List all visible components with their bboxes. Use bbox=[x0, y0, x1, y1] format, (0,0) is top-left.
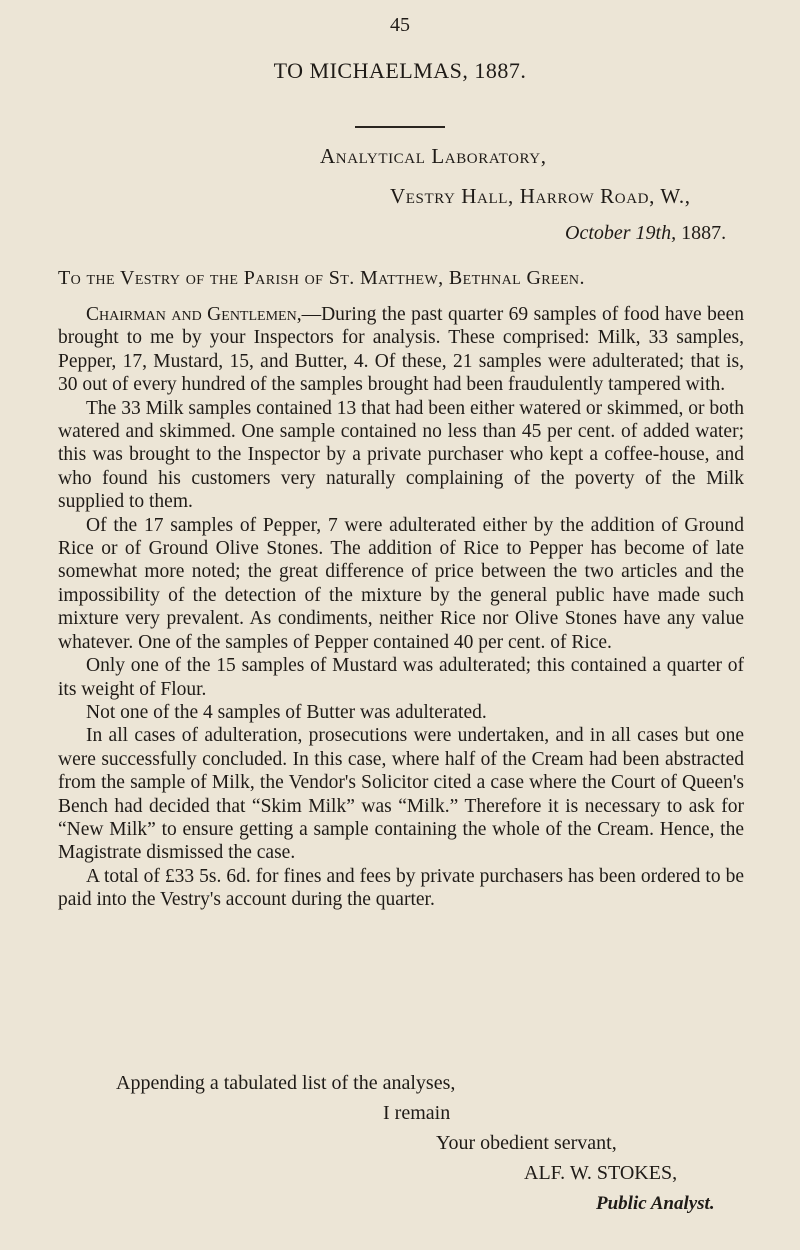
signatory-role: Public Analyst. bbox=[596, 1193, 715, 1214]
signature: ALF. W. STOKES, bbox=[524, 1162, 678, 1184]
paragraph-4: Only one of the 15 samples of Mustard was adulterated; this contained a quarter of its weight of Flour. bbox=[58, 655, 744, 700]
addressee: To the Vestry of the Parish of St. Matthew, Bethnal Green. bbox=[58, 267, 585, 289]
letterhead-address: Vestry Hall, Harrow Road, W., bbox=[390, 184, 691, 208]
letter-date-year: 1887. bbox=[676, 222, 727, 244]
paragraph-3: Of the 17 samples of Pepper, 7 were adulterated either by the addition of Ground Rice or of Ground Olive Stones. The addition of Rice to Pepper has become of late somewhat more noted; the great difference of price between the two articles and the impossibility of the detection of the mixture by the general public have made such mixture very prevalent. As condiments, neither Rice nor Olive Stones have any value whatever. One of the samples of Pepper contained 40 per cent. of Rice. bbox=[58, 514, 744, 653]
paragraph-1 bbox=[58, 303, 744, 397]
letterhead-laboratory: Analytical Laboratory, bbox=[320, 144, 547, 168]
letter-date-day: October 19th, bbox=[565, 222, 677, 244]
page-number: 45 bbox=[390, 14, 410, 36]
salutation: Chairman and Gentlemen, bbox=[86, 304, 302, 325]
paragraph-5: Not one of the 4 samples of Butter was adulterated. bbox=[86, 701, 487, 723]
letter-body bbox=[58, 303, 744, 912]
page-title: TO MICHAELMAS, 1887. bbox=[273, 58, 527, 83]
closing-remain: I remain bbox=[383, 1102, 451, 1124]
letter-date bbox=[565, 222, 726, 245]
paragraph-1-text: —During the past quarter 69 samples of food have been brought to me by your Inspectors for analysis. These comprised: Milk, 33 samples, Pepper, 17, Mustard, 15, and Butter, 4. Of these, 21 samples were adulterated; that is, 30 out of every hundred of the samples brought had been fraudulently tampered with. bbox=[58, 304, 744, 396]
closing-servant: Your obedient servant, bbox=[436, 1132, 617, 1154]
paragraph-6: In all cases of adulteration, prosecutions were undertaken, and in all cases but one were successfully concluded. In this case, where half of the Cream had been abstracted from the sample of Milk, the Vendor's Solicitor cited a case where the Court of Queen's Bench had decided that “Skim Milk” was “Milk.” Therefore it is necessary to ask for “New Milk” to ensure getting a sample containing the whole of the Cream. Hence, the Magistrate dismissed the case. bbox=[58, 725, 744, 864]
title-divider bbox=[355, 126, 445, 128]
paragraph-2: The 33 Milk samples contained 13 that had been either watered or skimmed, or both watered and skimmed. One sample contained no less than 45 per cent. of added water; this was brought to the Inspector by a private purchaser who kept a coffee-house, and who found his customers very naturally complaining of the poverty of the Milk supplied to them. bbox=[58, 397, 744, 513]
closing-appending: Appending a tabulated list of the analyses, bbox=[116, 1072, 456, 1094]
paragraph-7: A total of £33 5s. 6d. for fines and fees by private purchasers has been ordered to be paid into the Vestry's account during the quarter. bbox=[58, 865, 744, 911]
